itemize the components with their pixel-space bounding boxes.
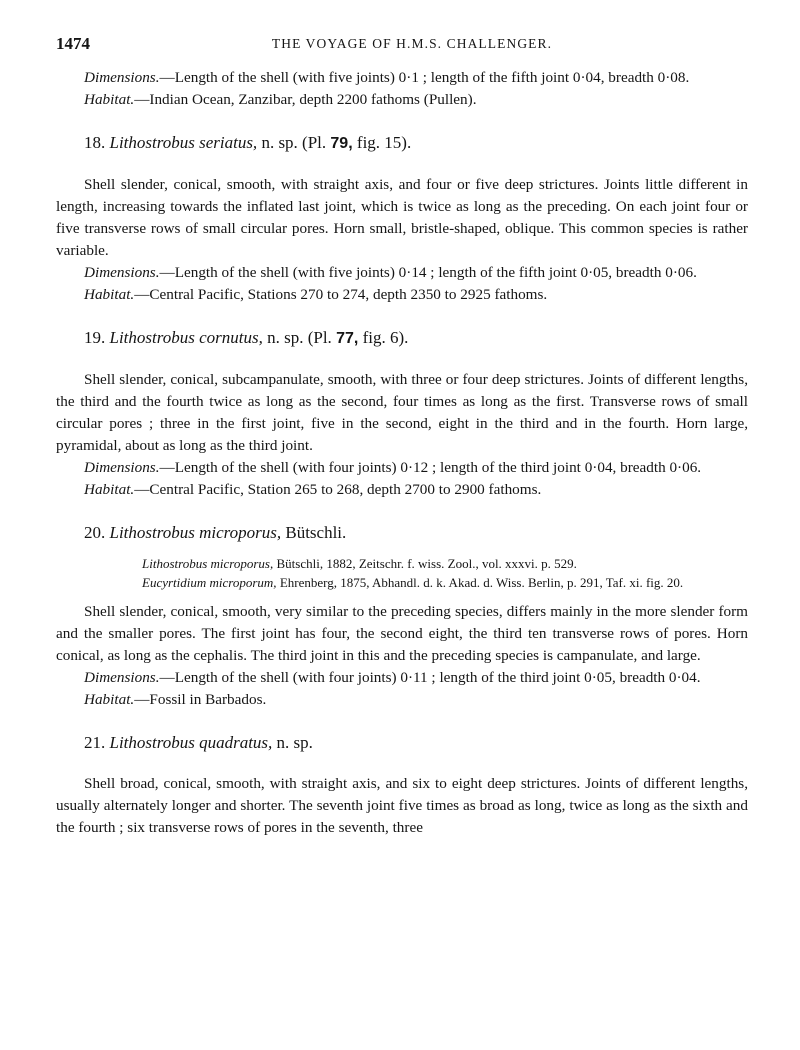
species-name: Lithostrobus cornutus, xyxy=(109,328,263,347)
synonym-name: Eucyrtidium microporum, xyxy=(142,575,277,590)
synonymy-list xyxy=(56,554,748,592)
dimensions-label: Dimensions. xyxy=(84,669,160,686)
plate-number: 77, xyxy=(336,330,359,347)
document-page xyxy=(56,34,748,839)
species-number: 21. xyxy=(84,733,106,752)
habitat-text: —Fossil in Barbados. xyxy=(134,691,267,708)
species-heading-21 xyxy=(56,731,748,755)
species-status: n. sp. (Pl. xyxy=(257,133,331,152)
habitat-text: —Central Pacific, Stations 270 to 274, depth 2350 to 2925 fathoms. xyxy=(134,286,548,303)
synonym-name: Lithostrobus microporus, xyxy=(142,556,274,571)
intro-habitat xyxy=(56,89,748,111)
species-heading-19 xyxy=(56,326,748,351)
page-header xyxy=(56,34,748,58)
species-habitat-19 xyxy=(56,479,748,501)
species-dimensions-20 xyxy=(56,667,748,689)
habitat-label: Habitat. xyxy=(84,91,135,108)
dimensions-label: Dimensions. xyxy=(84,459,160,476)
species-description-21: Shell broad, conical, smooth, with straight axis, and six to eight deep strictures. Joints of different lengths, usually alternately longer and shorter. The seventh joint five times as broad as long, twice as long as the sixth and the fourth ; six transverse rows of pores in the seventh, three xyxy=(56,775,748,836)
species-name: Lithostrobus seriatus, xyxy=(109,133,258,152)
running-title: THE VOYAGE OF H.M.S. CHALLENGER. xyxy=(271,36,553,51)
species-description-20: Shell slender, conical, smooth, very similar to the preceding species, differs mainly in the more slender form and the smaller pores. The first joint has four, the second eight, the third ten transverse rows of pores. Horn conical, as long as the cephalis. The third joint in this and the preceding species is campanulate, and large. xyxy=(56,603,748,664)
species-name: Lithostrobus quadratus, xyxy=(109,733,273,752)
species-dimensions-18 xyxy=(56,262,748,284)
figure-reference: fig. 15). xyxy=(352,133,412,152)
habitat-text: —Indian Ocean, Zanzibar, depth 2200 fathoms (Pullen). xyxy=(134,91,477,108)
habitat-label: Habitat. xyxy=(84,481,135,498)
synonym-citation: Bütschli, 1882, Zeitschr. f. wiss. Zool., vol. xxxvi. p. 529. xyxy=(273,556,577,571)
dimensions-text: —Length of the shell (with five joints) 0·14 ; length of the fifth joint 0·05, breadth 0·06. xyxy=(159,264,697,281)
synonym-entry xyxy=(142,573,748,592)
species-habitat-18 xyxy=(56,284,748,306)
habitat-text: —Central Pacific, Station 265 to 268, depth 2700 to 2900 fathoms. xyxy=(134,481,542,498)
species-name: Lithostrobus microporus, xyxy=(109,523,282,542)
species-description-19: Shell slender, conical, subcampanulate, smooth, with three or four deep strictures. Joints of different lengths, the third and the fourth twice as long as the second, four times as long as the first. Transverse rows of small circular pores ; three in the first joint, five in the second, eight in the third and in the fourth. Horn large, pyramidal, about as long as the third joint. xyxy=(56,371,748,454)
species-heading-18 xyxy=(56,131,748,156)
species-heading-20 xyxy=(56,521,748,545)
species-habitat-20 xyxy=(56,689,748,711)
plate-number: 79, xyxy=(330,135,353,152)
dimensions-text: —Length of the shell (with five joints) 0·1 ; length of the fifth joint 0·04, breadth 0·08. xyxy=(159,69,690,86)
page-number: 1474 xyxy=(56,34,90,53)
species-number: 19. xyxy=(84,328,106,347)
species-author: Bütschli. xyxy=(281,523,347,542)
dimensions-label: Dimensions. xyxy=(84,69,160,86)
habitat-label: Habitat. xyxy=(84,691,135,708)
intro-dimensions xyxy=(56,67,748,89)
species-number: 18. xyxy=(84,133,106,152)
species-description-18: Shell slender, conical, smooth, with straight axis, and four or five deep strictures. Joints little different in length, increasing towards the inflated last joint, which is twice as long as the preceding. On each joint four or five transverse rows of small circular pores. Horn small, bristle-shaped, oblique. This common species is rather variable. xyxy=(56,176,748,259)
species-status: n. sp. (Pl. xyxy=(262,328,337,347)
species-number: 20. xyxy=(84,523,106,542)
synonym-citation: Ehrenberg, 1875, Abhandl. d. k. Akad. d. Wiss. Berlin, p. 291, Taf. xi. fig. 20. xyxy=(276,575,684,590)
dimensions-text: —Length of the shell (with four joints) 0·12 ; length of the third joint 0·04, breadth 0·06. xyxy=(159,459,702,476)
species-status: n. sp. xyxy=(272,733,313,752)
dimensions-label: Dimensions. xyxy=(84,264,160,281)
dimensions-text: —Length of the shell (with four joints) 0·11 ; length of the third joint 0·05, breadth 0·04. xyxy=(159,669,701,686)
species-dimensions-19 xyxy=(56,457,748,479)
figure-reference: fig. 6). xyxy=(358,328,409,347)
synonym-entry xyxy=(142,554,748,573)
habitat-label: Habitat. xyxy=(84,286,135,303)
